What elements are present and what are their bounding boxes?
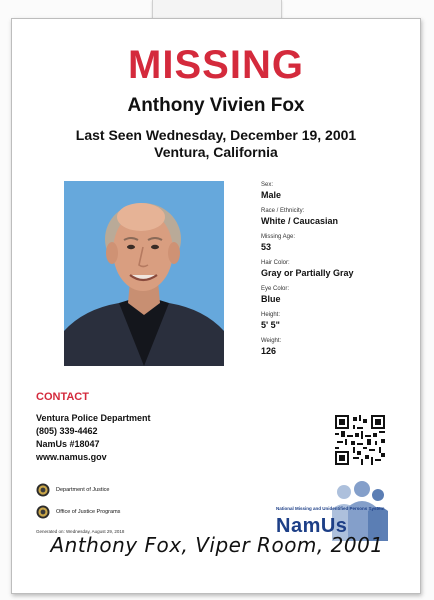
person-name: Anthony Vivien Fox [127,95,305,116]
last-seen-date: Last Seen Wednesday, December 19, 2001 [75,127,357,143]
attribute-value: 53 [261,242,272,252]
missing-headline: MISSING [128,43,304,87]
attribute-sex [261,181,411,207]
person-photo [64,181,224,366]
contact-agency: Ventura Police Department [36,413,151,423]
attribute-missing-age [261,233,411,259]
contact-case-number: NamUs #18047 [36,439,100,449]
contact-details [36,412,151,464]
generated-date: Generated on: Wednesday, August 29, 2018 [36,529,125,534]
attribute-list [261,181,411,363]
contact-website: www.namus.gov [36,452,107,462]
agency-doj [36,482,110,498]
attribute-label: Hair Color: [261,260,290,266]
attribute-label: Weight: [261,338,282,344]
attribute-value: Blue [261,294,281,304]
attribute-weight [261,337,411,363]
attribute-label: Height: [261,312,281,318]
namus-tagline: National Missing and Unidentified Persons System [276,506,385,511]
attribute-value: 5' 5" [261,320,280,330]
attribute-race [261,207,411,233]
attribute-label: Race / Ethnicity: [261,208,305,214]
contact-phone: (805) 339-4462 [36,426,98,436]
attribute-hair-color [261,259,411,285]
attribute-value: White / Caucasian [261,216,339,226]
doj-seal-icon [36,483,50,497]
person-photo-image [64,181,224,366]
attribute-eye-color [261,285,411,311]
attribute-label: Eye Color: [261,286,290,292]
attribute-value: 126 [261,346,277,356]
last-seen-block [12,127,420,161]
ojp-seal-icon [36,505,50,519]
agency-ojp-label: Office of Justice Programs [56,509,121,515]
agency-doj-label: Department of Justice [56,487,110,493]
missing-person-poster [11,18,421,594]
namus-wordmark: NamUs [276,515,348,537]
qr-code-icon [335,415,385,465]
attribute-value: Gray or Partially Gray [261,268,354,278]
attribute-value: Male [261,190,282,200]
contact-heading: CONTACT [36,391,89,403]
handwritten-caption: Anthony Fox, Viper Room, 2001 [50,533,384,557]
attribute-label: Sex: [261,182,274,188]
agency-ojp [36,504,120,520]
attribute-label: Missing Age: [261,234,296,240]
attribute-height [261,311,411,337]
last-seen-location: Ventura, California [154,144,278,160]
